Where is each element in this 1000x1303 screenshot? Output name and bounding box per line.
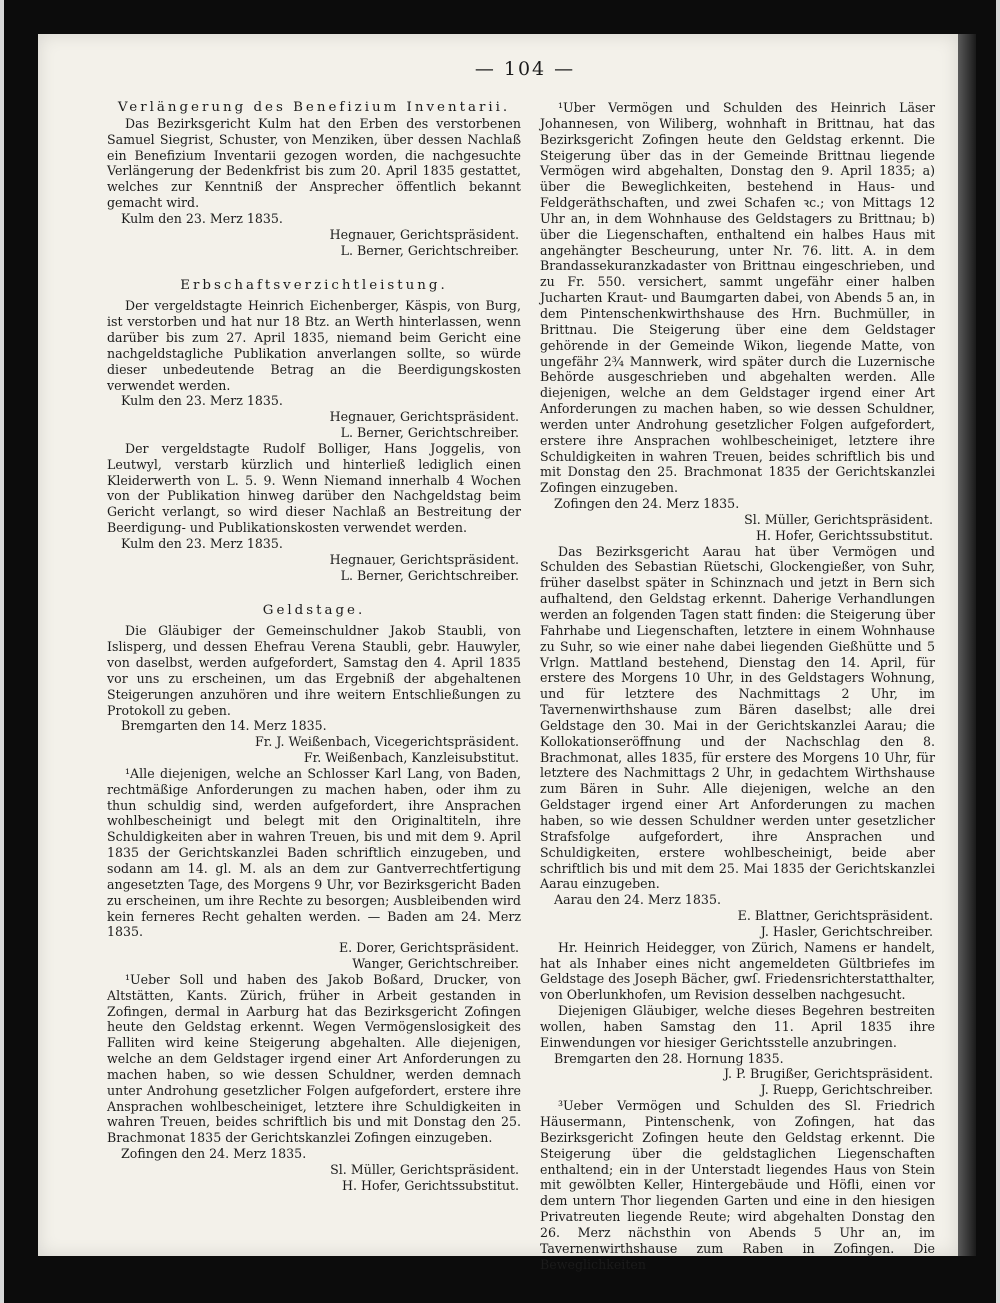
- place-date-line: Aarau den 24. Merz 1835.: [554, 892, 721, 908]
- signature-line: H. Hofer, Gerichtssubstitut.: [756, 527, 933, 543]
- notice-paragraph: Der vergeldstagte Rudolf Bolliger, Hans Joggelis, von Leutwyl, verstarb kürzlich und hinterließ lediglich einen Kleiderwerth von L. 5. 9. Wenn Niemand innerhalb 4 Wochen von der Publikation hinweg darüber den Nachgeldstag beim Gericht verlangt, so wird dieser Nachlaß an Bestreitung der Beerdigung- und Publikationskosten verwendet werden.: [107, 440, 521, 536]
- place-date-line: Bremgarten den 14. Merz 1835.: [121, 718, 327, 734]
- section-heading: Erbschaftsverzichtleistung.: [180, 278, 448, 294]
- signature-line: Hegnauer, Gerichtspräsident.: [329, 409, 519, 425]
- signature-line: E. Dorer, Gerichtspräsident.: [338, 940, 519, 956]
- signature-line: J. Ruepp, Gerichtschreiber.: [760, 1082, 933, 1098]
- left-edge: [0, 0, 4, 1303]
- signature-line: Sl. Müller, Gerichtspräsident.: [330, 1162, 519, 1177]
- notice-paragraph: Das Bezirksgericht Aarau hat über Vermögen und Schulden des Sebastian Rüetschi, Glockengießer, von Suhr, früher daselbst später in Schinznach und jetzt in Bern sich aufhaltend, den Geldstag erkennt. Daherige Verhandlungen werden an folgenden Tagen statt finden: die Steigerung über Fahrhabe und Liegenschaften, letztere in einem Wohnhause zu Suhr, so wie einer nahe dabei liegenden Gießhütte und 5 Vrlgn. Mattland bestehend, Dienstag den 14. April, für erstere des Morgens 10 Uhr, in des Geldstagers Wohnung, und für letztere des Nachmittags 2 Uhr, im Tavernenwirthshause zum Bären daselbst; alle drei Geldstage den 30. Mai in der Gerichtskanzlei Aarau; die Kollokationseröffnung und der Nachschlag den 8. Brachmonat, alles 1835, für erstere des Morgens 10 Uhr, für letztere des Nachmittags 2 Uhr, in gedachtem Wirthshause zum Bären in Suhr. Alle diejenigen, welche an den Geldstager irgend einer Art Anforderungen zu machen haben, so wie dessen Schuldner werden unter gesetzlicher Strafsfolge aufgefordert, ihre Ansprachen und Schuldigkeiten, erstere wohlbescheinigt, beide aber schriftlich bis und mit dem 25. Mai 1835 der Gerichtskanzlei Aarau einzugeben.: [540, 543, 935, 892]
- place-date-line: Kulm den 23. Merz 1835.: [121, 535, 283, 551]
- signature-line: H. Hofer, Gerichtssubstitut.: [342, 1177, 519, 1193]
- signature-line: Hegnauer, Gerichtspräsident.: [329, 551, 519, 567]
- signature-line: Fr. J. Weißenbach, Vicegerichtspräsident.: [255, 734, 519, 750]
- place-date-line: Kulm den 23. Merz 1835.: [121, 393, 283, 409]
- left-column: [107, 100, 521, 1194]
- signature-line: Hegnauer, Gerichtspräsident.: [329, 226, 519, 242]
- place-date-line: Zofingen den 24. Merz 1835.: [121, 1146, 307, 1162]
- signature-line: E. Blattner, Gerichtspräsident.: [737, 908, 933, 924]
- place-date-line: Zofingen den 24. Merz 1835.: [554, 496, 740, 512]
- page-edge-shadow: [958, 34, 976, 1256]
- notice-paragraph: ¹Uber Vermögen und Schulden des Heinrich Läser Johannesen, von Wiliberg, wohnhaft in Brittnau, hat das Bezirksgericht Zofingen heute den Geldstag erkennt. Die Steigerung über das in der Gemeinde Brittnau liegende Vermögen wird abgehalten, Donstag den 9. April 1835; a) über die Beweglichkeiten, bestehend in Haus- und Feldgeräthschaften, und zwei Schafen ꝛc.; von Mittags 12 Uhr an, in dem Wohnhause des Geldstagers zu Brittnau; b) über die Liegenschaften, enthaltend ein halbes Haus mit angehängter Bescheurung, unter Nr. 76. litt. A. in dem Brandassekuranzkadaster von Brittnau eingeschrieben, und zu Fr. 550. versichert, sammt ungefähr einer halben Jucharten Kraut- und Baumgarten dabei, von Abends 5 an, in dem Pintenschenkwirthshause des Hrn. Buchmüller, in Brittnau. Die Steigerung über eine dem Geldstager gehörende in der Gemeinde Wikon, liegende Matte, von ungefähr 2¾ Mannwerk, wird später durch die Luzernische Behörde ausgeschrieben und abgehalten werden. Alle diejenigen, welche an dem Geldstager irgend einer Art Anforderungen zu machen haben, so wie dessen Schuldner, werden unter Androhung gesetzlicher Folgen aufgefordert, erstere ihre Ansprachen wohlbescheiniget, letztere ihre Schuldigkeiten in wahren Treuen, beides schriftlich bis und mit Donstag den 25. Brachmonat 1835 der Gerichtskanzlei Zofingen einzugeben.: [540, 100, 935, 496]
- page-number: — 104 —: [474, 58, 576, 80]
- signature-line: L. Berner, Gerichtschreiber.: [340, 425, 519, 441]
- right-edge: [996, 0, 1000, 1303]
- notice-paragraph: Das Bezirksgericht Kulm hat den Erben des verstorbenen Samuel Siegrist, Schuster, von Menziken, über dessen Nachlaß ein Benefizium Inventarii gezogen worden, die nachgesuchte Verlängerung der Bedenkfrist bis zum 20. April 1835 gestattet, welches zur Kenntniß der Ansprecher öffentlich bekannt gemacht wird.: [107, 115, 521, 211]
- notice-paragraph: ¹Ueber Soll und haben des Jakob Boßard, Drucker, von Altstätten, Kants. Zürich, früher in Arbeit gestanden in Zofingen, dermal in Aarburg hat das Bezirksgericht Zofingen heute den Geldstag erkennt. Wegen Vermögenslosigkeit des Falliten wird keine Steigerung abgehalten. Alle diejenigen, welche an dem Geldstager irgend einer Art Anforderungen zu machen haben, so wie dessen Schuldner, werden demnach unter Androhung gesetzlicher Folgen aufgefordert, erstere ihre Ansprachen wohlbescheiniget, letztere ihre Schuldigkeiten in wahren Treuen, beides schriftlich bis und mit Donstag den 25. Brachmonat 1835 der Gerichtskanzlei Zofingen einzugeben.: [107, 971, 521, 1146]
- signature-line: Wanger, Gerichtschreiber.: [352, 956, 519, 972]
- signature-line: L. Berner, Gerichtschreiber.: [340, 567, 519, 583]
- place-date-line: Kulm den 23. Merz 1835.: [121, 210, 283, 226]
- notice-paragraph: Die Gläubiger der Gemeinschuldner Jakob Staubli, von Islisperg, und dessen Ehefrau Verena Staubli, gebr. Hauwyler, von daselbst, werden aufgefordert, Samstag den 4. April 1835 vor uns zu erscheinen, um das Ergebniß der abgehaltenen Steigerungen anzuhören und ihre weitern Entschließungen zu Protokoll zu geben.: [107, 623, 521, 718]
- signature-line: J. Hasler, Gerichtschreiber.: [760, 923, 933, 939]
- notice-paragraph: ³Ueber Vermögen und Schulden des Sl. Friedrich Häusermann, Pintenschenk, von Zofingen, hat das Bezirksgericht Zofingen heute den Geldstag erkennt. Die Steigerung über die geldstaglichen Liegenschaften enthaltend; ein in der Unterstadt liegendes Haus von Stein mit gewölbten Keller, Hintergebäude und Höfli, einen vor dem untern Thor liegenden Garten und eine in den hiesigen Privatreuten liegende Reute; wird abgehalten Donstag den 26. Merz nächsthin von Abends 5 Uhr an, im Tavernenwirthshause zum Raben in Zofingen. Die Beweglichkeiten: [540, 1098, 935, 1272]
- signature-line: Sl. Müller, Gerichtspräsident.: [744, 511, 933, 527]
- place-date-line: Bremgarten den 28. Hornung 1835.: [554, 1050, 784, 1066]
- section-heading: Geldstage.: [262, 603, 366, 619]
- right-column: [540, 100, 935, 1272]
- notice-paragraph: ¹Alle diejenigen, welche an Schlosser Karl Lang, von Baden, rechtmäßige Anforderungen zu machen haben, oder ihm zu thun schuldig sind, werden aufgefordert, ihre Ansprachen wohlbescheinigt und belegt mit den Originaltiteln, ihre Schuldigkeiten aber in wahren Treuen, bis und mit dem 9. April 1835 der Gerichtskanzlei Baden schriftlich einzugeben, und sodann am 14. gl. M. als an dem zur Gantverrechtfertigung angesetzten Tage, des Morgens 9 Uhr, vor Bezirksgericht Baden zu erscheinen, um ihre Rechte zu besorgen; Ausbleibenden wird kein ferneres Recht gehalten werden. — Baden am 24. Merz 1835.: [107, 765, 521, 940]
- signature-line: J. P. Brugißer, Gerichtspräsident.: [723, 1066, 933, 1082]
- notice-paragraph: Der vergeldstagte Heinrich Eichenberger, Käspis, von Burg, ist verstorben und hat nur 18 Btz. an Werth hinterlassen, wenn darüber bis zum 27. April 1835, niemand beim Gericht eine nachgeldstagliche Publikation anverlangen sollte, so würde dieser unbedeutende Betrag an die Beerdigungskosten verwendet werden.: [107, 298, 521, 393]
- section-heading: Verlängerung des Benefizium Inventarii.: [117, 100, 511, 115]
- signature-line: Fr. Weißenbach, Kanzleisubstitut.: [303, 750, 519, 766]
- signature-line: L. Berner, Gerichtschreiber.: [340, 242, 519, 258]
- notice-paragraph: Diejenigen Gläubiger, welche dieses Begehren bestreiten wollen, haben Samstag den 11. April 1835 ihre Einwendungen vor hiesiger Gerichtsstelle anzubringen.: [540, 1003, 935, 1050]
- notice-paragraph: Hr. Heinrich Heidegger, von Zürich, Namens er handelt, hat als Inhaber eines nicht angemeldeten Gültbriefes im Geldstage des Joseph Bächer, gwſ. Friedensrichterstatthalter, von Oberlunkhofen, um Revision desselben nachgesucht.: [540, 939, 935, 1003]
